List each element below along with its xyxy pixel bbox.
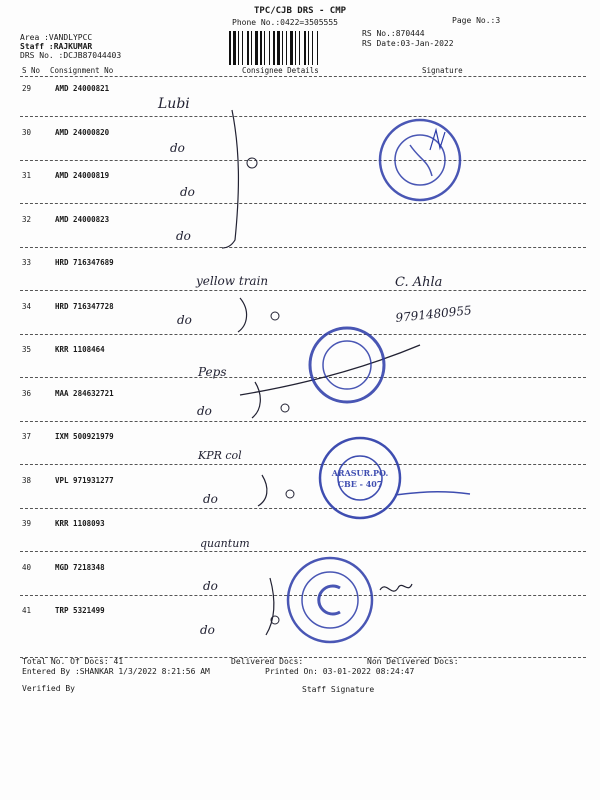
col-header-sno: S No (22, 66, 41, 75)
handwritten-peps: Peps (198, 365, 227, 379)
row-consignment-number: TRP 5321499 (55, 606, 105, 615)
handwritten-lubi: Lubi (158, 96, 190, 112)
report-title: TPC/CJB DRS - CMP (253, 6, 347, 16)
handwritten-ditto: do (197, 404, 212, 418)
row-consignment-number: AMD 24000819 (55, 171, 110, 180)
verified-by: Verified By (22, 684, 75, 693)
area-label: Area :VANDLYPCC (20, 33, 93, 42)
row-consignment-number: AMD 24000823 (55, 215, 110, 224)
handwritten-quantum: quantum (200, 537, 250, 550)
row-consignment-number: VPL 971931277 (55, 476, 114, 485)
row-sno: 40 (22, 563, 32, 572)
row-consignment-number: HRD 716347689 (55, 258, 114, 267)
quantum-knits-stamp (288, 558, 372, 642)
row-consignment-number: MGD 7218348 (55, 563, 105, 572)
row-sno: 30 (22, 128, 32, 137)
row-sno: 35 (22, 345, 32, 354)
row-consignment-number: AMD 24000820 (55, 128, 110, 137)
handwritten-yellow-train: yellow train (196, 274, 269, 288)
handwritten-phone: 9791480955 (394, 303, 473, 325)
col-header-signature: Signature (422, 66, 463, 75)
entered-by: Entered By :SHANKAR 1/3/2022 8:21:56 AM (22, 667, 210, 676)
kpr-stamp-city: ARASUR.PO. (331, 468, 389, 478)
page-number: Page No.:3 (452, 16, 501, 25)
row-consignment-number: HRD 716347728 (55, 302, 114, 311)
row-consignment-number: KRR 1108093 (55, 519, 105, 528)
staff-signature: Staff Signature (302, 685, 375, 694)
row-consignment-number: KRR 1108464 (55, 345, 105, 354)
total-docs: Total No. Of Docs: 41 (22, 657, 124, 666)
company-stamp-2 (310, 328, 384, 402)
row-sno: 31 (22, 171, 32, 180)
row-sno: 37 (22, 432, 32, 441)
row-sno: 38 (22, 476, 32, 485)
handwritten-ditto: do (200, 623, 215, 637)
row-sno: 34 (22, 302, 32, 311)
rs-number: RS No.:870444 (362, 29, 425, 38)
non-delivered-docs: Non Delivered Docs: (367, 657, 459, 666)
row-consignment-number: MAA 284632721 (55, 389, 114, 398)
row-sno: 36 (22, 389, 32, 398)
row-consignment-number: IXM 500921979 (55, 432, 114, 441)
kpr-institute-stamp (320, 438, 470, 518)
col-header-consignee: Consignee Details (242, 66, 319, 75)
row-sno: 39 (22, 519, 32, 528)
row-sno: 29 (22, 84, 32, 93)
handwritten-ditto: do (180, 185, 195, 199)
handwritten-ditto: do (203, 579, 218, 593)
staff-label: Staff :RAJKUMAR (20, 42, 93, 51)
rs-date: RS Date:03-Jan-2022 (362, 39, 454, 48)
delivered-docs: Delivered Docs: (231, 657, 304, 666)
row-sno: 32 (22, 215, 32, 224)
handwritten-ditto: do (176, 229, 191, 243)
kpr-stamp-pin: CBE - 407 (337, 479, 383, 489)
handwritten-c-ahla: C. Ahla (395, 275, 443, 290)
handwritten-ditto: do (177, 313, 192, 327)
col-header-consignment: Consignment No (50, 66, 114, 75)
row-consignment-number: AMD 24000821 (55, 84, 110, 93)
brace-mark (222, 110, 238, 248)
row-sno: 41 (22, 606, 32, 615)
phone-number: Phone No.:0422=3505555 (232, 18, 338, 27)
row-sno: 33 (22, 258, 32, 267)
printed-on: Printed On: 03-01-2022 08:24:47 (265, 667, 415, 676)
company-stamp-1 (380, 120, 460, 200)
drs-number: DRS No. :DCJB87044403 (20, 51, 122, 60)
handwritten-ditto: do (170, 141, 185, 155)
handwritten-ditto: do (203, 492, 218, 506)
handwritten-kpr-col: KPR col (198, 449, 242, 462)
